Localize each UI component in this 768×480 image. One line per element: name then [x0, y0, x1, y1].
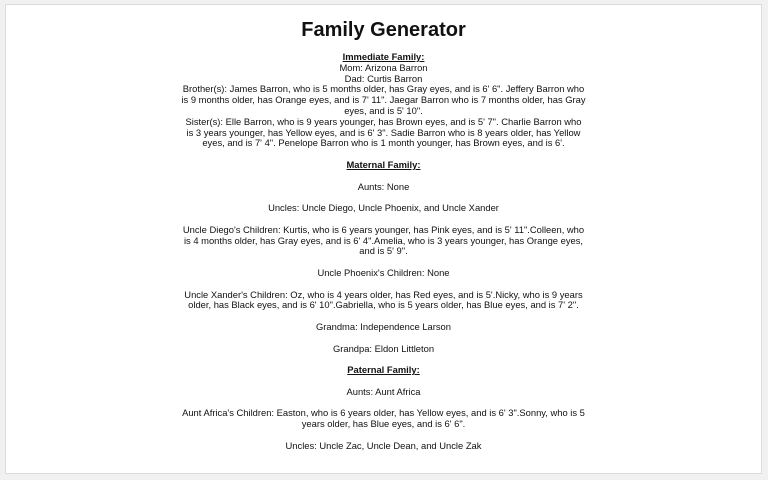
page-card: [5, 4, 762, 474]
africa-children: Aunt Africa's Children: Easton, who is 6 years older, has Yellow eyes, and is 6' 3".Sonny, who is 5 years older, has Blue eyes, and is 6' 6".: [182, 407, 585, 430]
immediate-family-heading: Immediate Family:: [342, 51, 425, 62]
sisters-line: Sister(s): Elle Barron, who is 9 years younger, has Brown eyes, and is 5' 7". Charlie Barron who is 3 years younger, has Yellow eyes, and is 6' 3". Sadie Barron who is 8 years older, has Yellow eyes, and is 7' 4". Penelope Barron who is 1 month younger, has Brown eyes, and is 6'.: [185, 115, 582, 149]
paternal-aunts: Aunts: Aunt Africa: [346, 385, 421, 397]
grandpa-line: Grandpa: Eldon Littleton: [332, 342, 435, 354]
paternal-family-heading: Paternal Family:: [347, 364, 420, 376]
maternal-family-heading: Maternal Family:: [346, 158, 421, 170]
paternal-uncles: Uncles: Uncle Zac, Uncle Dean, and Uncle Zak: [285, 439, 482, 451]
page-title: Family Generator: [301, 19, 466, 41]
xander-children: Uncle Xander's Children: Oz, who is 4 years older, has Red eyes, and is 5'.Nicky, who is 9 years older, has Black eyes, and is 6' 10".Gabriella, who is 5 years older, has Blue eyes, and is 7' 2".: [184, 288, 583, 311]
grandma-line: Grandma: Independence Larson: [316, 320, 451, 332]
brothers-line: Brother(s): James Barron, who is 5 months older, has Gray eyes, and is 6' 6". Jeffery Barron who is 9 months older, has Orange eyes, and is 7' 11". Jaegar Barron who is 7 months older, has Gray eyes, and is 5' 10".: [181, 83, 586, 116]
family-content: [181, 52, 586, 451]
phoenix-children: Uncle Phoenix's Children: None: [317, 266, 450, 278]
maternal-uncles: Uncles: Uncle Diego, Uncle Phoenix, and Uncle Xander: [268, 202, 499, 214]
diego-children: Uncle Diego's Children: Kurtis, who is 6 years younger, has Pink eyes, and is 5' 11".Colleen, who is 4 months older, has Gray eyes, and is 6' 4".Amelia, who is 3 years younger, has Orange eyes, and is 5' 9".: [182, 223, 585, 257]
maternal-aunts: Aunts: None: [357, 180, 410, 192]
dad-line: Dad: Curtis Barron: [344, 72, 423, 84]
mom-line: Mom: Arizona Barron: [339, 61, 428, 73]
